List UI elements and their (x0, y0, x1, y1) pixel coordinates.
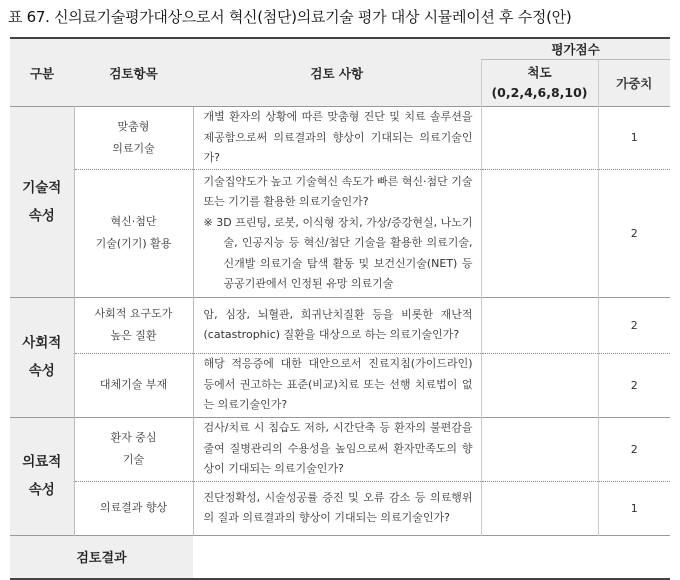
group-tech (10, 107, 74, 298)
result-label: 검토결과 (10, 535, 193, 579)
group-social (10, 297, 74, 417)
row-desc (193, 169, 481, 297)
group-medical (10, 417, 74, 535)
row-desc: 진단정확성, 시술성공률 증진 및 오류 감소 등 의료행위의 질과 의료결과의 향상이 기대되는 의료기술인가? (193, 481, 481, 535)
row-desc-text: 기술집약도가 높고 기술혁신 속도가 빠른 혁신·첨단 기술 또는 기기를 활용한 의료기술인가? (203, 174, 473, 208)
row-item (74, 297, 193, 353)
row-scale-cell (481, 107, 598, 170)
row-item-label: 사회적 요구도가 높은 질환 (94, 307, 173, 342)
row-weight: 2 (598, 169, 670, 297)
row-item-label: 맞춤형 의료기술 (112, 119, 155, 155)
table-caption: 표 67. 신의료기술평가대상으로서 혁신(첨단)의료기술 평가 대상 시뮬레이션 후 수정(안) (8, 8, 572, 26)
group-medical-label: 의료적 속성 (22, 454, 62, 498)
row-weight: 2 (598, 353, 670, 417)
header-item: 검토항목 (74, 38, 193, 107)
header-scale-label: 척도 (527, 65, 552, 80)
group-tech-label: 기술적 속성 (22, 179, 62, 224)
row-scale-cell (481, 297, 598, 353)
header-scale (481, 60, 598, 107)
row-item: 대체기술 부재 (74, 353, 193, 417)
row-item-label: 환자 중심 기술 (110, 431, 157, 466)
row-weight: 2 (598, 297, 670, 353)
row-scale-cell (481, 481, 598, 535)
row-desc: 개별 환자의 상황에 따른 맞춤형 진단 및 치료 솔루션을 제공함으로써 의료결과의 향상이 기대되는 의료기술인가? (193, 107, 481, 170)
row-desc: 해당 적응증에 대한 대안으로서 진료지침(가이드라인) 등에서 권고하는 표준(비교)치료 또는 선행 치료법이 없는 의료기술인가? (193, 353, 481, 417)
row-item-label: 혁신·첨단 기술(기기) 활용 (95, 215, 172, 250)
evaluation-table (10, 37, 670, 580)
row-desc: 암, 심장, 뇌혈관, 희귀난치질환 등을 비롯한 재난적(catastrophic) 질환을 대상으로 하는 의료기술인가? (193, 297, 481, 353)
row-note: ※ 3D 프린팅, 로봇, 이식형 장치, 가상/증강현실, 나노기술, 인공지능 등 혁신/첨단 기술을 활용한 의료기술, 신개발 의료기술 탐색 활동 및 보건신기술(NET) 등 공공기관에서 인정된 유망 의료기술 (203, 215, 473, 290)
row-item (74, 169, 193, 297)
row-scale-cell (481, 353, 598, 417)
result-value-cell (193, 535, 670, 579)
row-scale-cell (481, 169, 598, 297)
row-weight: 2 (598, 417, 670, 481)
row-weight: 1 (598, 481, 670, 535)
row-item (74, 417, 193, 481)
group-social-label: 사회적 속성 (22, 335, 62, 379)
header-content: 검토 사항 (193, 38, 481, 107)
row-item (74, 107, 193, 170)
header-weight: 가중치 (598, 60, 670, 107)
row-item: 의료결과 향상 (74, 481, 193, 535)
row-scale-cell (481, 417, 598, 481)
row-desc: 검사/치료 시 침습도 저하, 시간단축 등 환자의 불편감을 줄여 질병관리의 수용성을 높임으로써 환자만족도의 향상이 기대되는 의료기술인가? (193, 417, 481, 481)
header-scale-values: (0,2,4,6,8,10) (491, 85, 588, 100)
header-category: 구분 (10, 38, 74, 107)
header-score-group: 평가점수 (481, 38, 670, 60)
row-weight: 1 (598, 107, 670, 170)
